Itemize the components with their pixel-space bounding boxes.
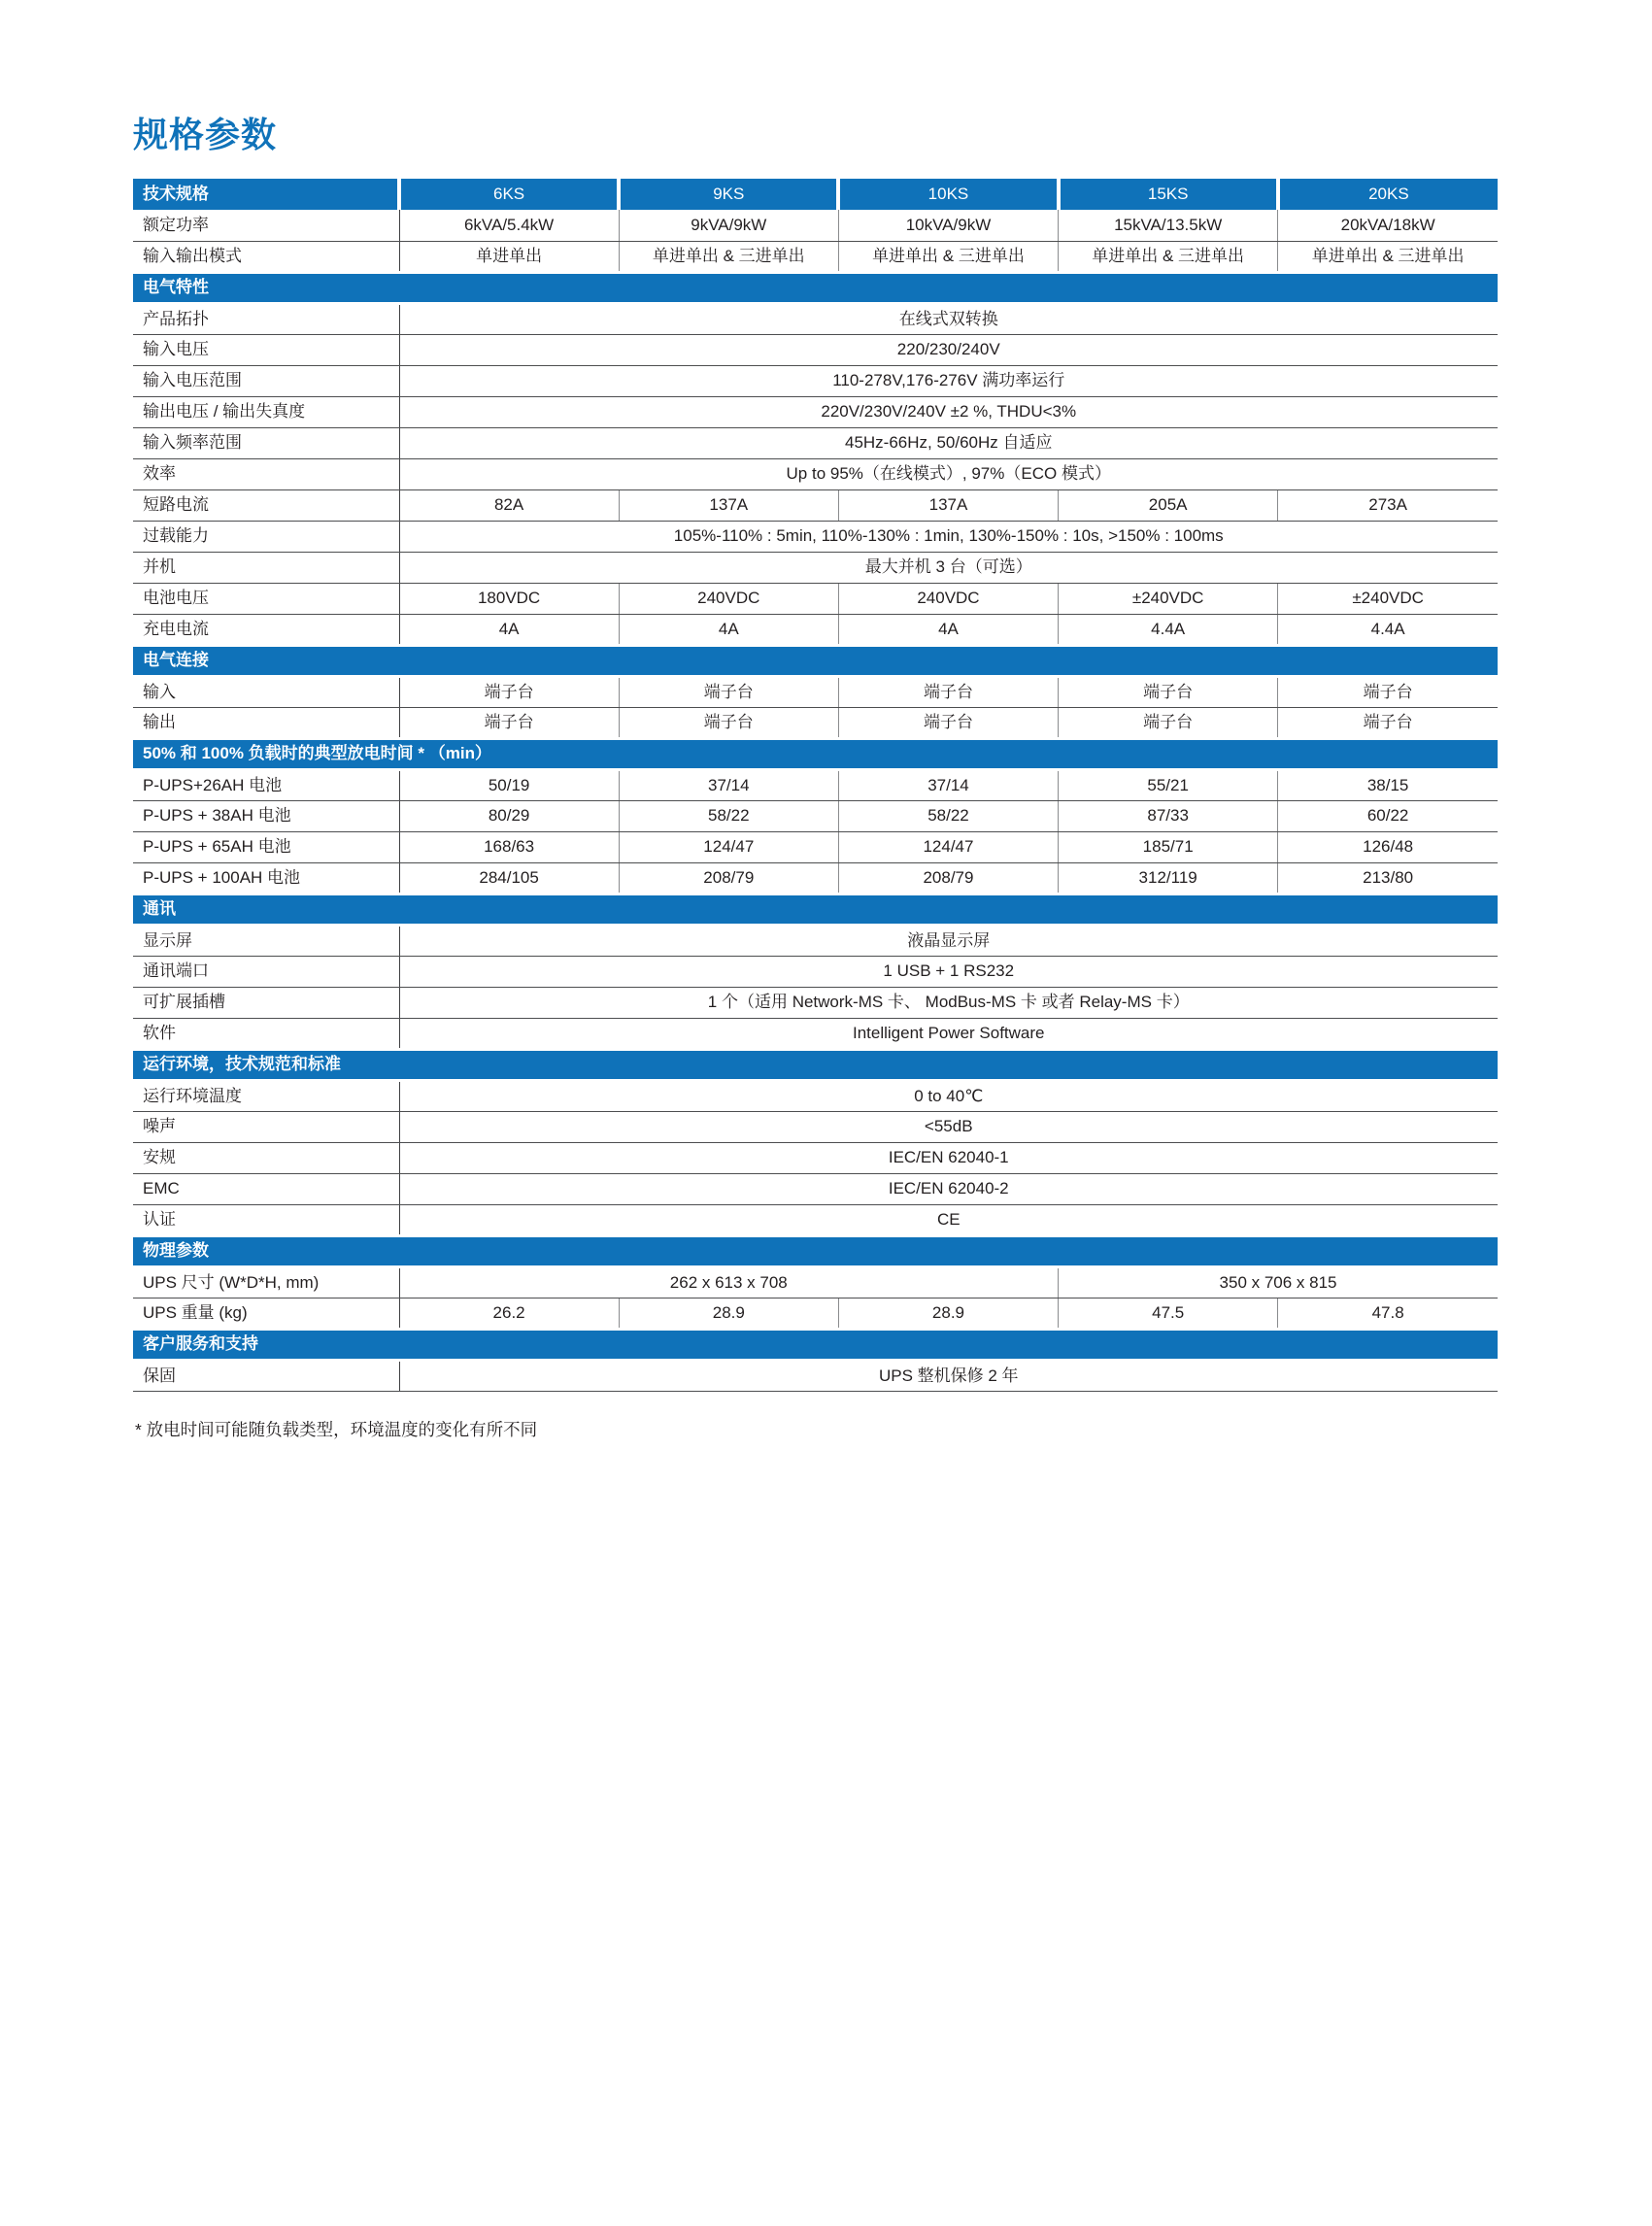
spec-value: 208/79	[838, 862, 1058, 894]
row-label: 认证	[133, 1204, 399, 1235]
section-title: 物理参数	[133, 1235, 1498, 1266]
row-label: 可扩展插槽	[133, 987, 399, 1018]
spec-row	[133, 210, 1498, 241]
spec-row	[133, 521, 1498, 552]
spec-value: 185/71	[1059, 831, 1278, 862]
spec-value: 47.8	[1278, 1298, 1498, 1329]
spec-row	[133, 427, 1498, 458]
row-label: 运行环境温度	[133, 1080, 399, 1111]
spec-value: 端子台	[1278, 707, 1498, 738]
spec-value: ±240VDC	[1278, 583, 1498, 614]
section-header-row	[133, 1235, 1498, 1266]
row-label: 输入输出模式	[133, 241, 399, 272]
row-label: EMC	[133, 1173, 399, 1204]
row-label: 短路电流	[133, 489, 399, 521]
spec-value: 4.4A	[1278, 614, 1498, 645]
row-label: 软件	[133, 1018, 399, 1049]
page-title: 规格参数	[133, 115, 278, 154]
spec-row	[133, 303, 1498, 334]
spec-value-merged: 220V/230V/240V ±2 %, THDU<3%	[399, 396, 1498, 427]
spec-value: 284/105	[399, 862, 619, 894]
footnote: * 放电时间可能随负载类型，环境温度的变化有所不同	[135, 1419, 538, 1439]
spec-row	[133, 396, 1498, 427]
spec-row	[133, 800, 1498, 831]
row-label: 电池电压	[133, 583, 399, 614]
section-title: 电气连接	[133, 645, 1498, 676]
spec-row	[133, 676, 1498, 707]
spec-value-merged: 在线式双转换	[399, 303, 1498, 334]
row-label: 输入	[133, 676, 399, 707]
spec-value: 168/63	[399, 831, 619, 862]
spec-row	[133, 1204, 1498, 1235]
spec-value: 50/19	[399, 769, 619, 800]
spec-value: 37/14	[838, 769, 1058, 800]
spec-value: 58/22	[619, 800, 838, 831]
model-header-label: 技术规格	[133, 179, 399, 210]
row-label: 安规	[133, 1142, 399, 1173]
spec-value: 124/47	[619, 831, 838, 862]
spec-value: 208/79	[619, 862, 838, 894]
row-label: P-UPS+26AH 电池	[133, 769, 399, 800]
spec-value-merged: 1 USB + 1 RS232	[399, 956, 1498, 987]
spec-value: 端子台	[619, 707, 838, 738]
spec-value: 180VDC	[399, 583, 619, 614]
row-label: 噪声	[133, 1111, 399, 1142]
spec-value: 240VDC	[619, 583, 838, 614]
spec-value: 213/80	[1278, 862, 1498, 894]
spec-row	[133, 1111, 1498, 1142]
spec-value: 124/47	[838, 831, 1058, 862]
section-title: 通讯	[133, 894, 1498, 925]
spec-value: 55/21	[1059, 769, 1278, 800]
spec-table-body	[133, 179, 1498, 1391]
spec-value: 9kVA/9kW	[619, 210, 838, 241]
spec-value-merged: Intelligent Power Software	[399, 1018, 1498, 1049]
spec-value-merged: CE	[399, 1204, 1498, 1235]
spec-value: 4A	[399, 614, 619, 645]
spec-row	[133, 831, 1498, 862]
spec-value-merged: IEC/EN 62040-1	[399, 1142, 1498, 1173]
spec-value: 80/29	[399, 800, 619, 831]
row-label: 输入频率范围	[133, 427, 399, 458]
spec-value-span: 350 x 706 x 815	[1059, 1266, 1498, 1298]
model-header-cell: 6KS	[399, 179, 619, 210]
spec-row	[133, 1360, 1498, 1391]
model-header-cell: 9KS	[619, 179, 838, 210]
row-label: 额定功率	[133, 210, 399, 241]
spec-value: 单进单出	[399, 241, 619, 272]
row-label: P-UPS + 65AH 电池	[133, 831, 399, 862]
spec-value: 126/48	[1278, 831, 1498, 862]
spec-value-merged: <55dB	[399, 1111, 1498, 1142]
spec-row	[133, 1080, 1498, 1111]
spec-value: 47.5	[1059, 1298, 1278, 1329]
model-header-cell: 15KS	[1059, 179, 1278, 210]
section-header-row	[133, 1049, 1498, 1080]
spec-row	[133, 241, 1498, 272]
spec-value: 20kVA/18kW	[1278, 210, 1498, 241]
spec-value: 端子台	[838, 676, 1058, 707]
section-header-row	[133, 272, 1498, 303]
spec-value: 单进单出 & 三进单出	[1278, 241, 1498, 272]
spec-value: 38/15	[1278, 769, 1498, 800]
spec-value: 单进单出 & 三进单出	[838, 241, 1058, 272]
row-label: 输入电压	[133, 334, 399, 365]
row-label: P-UPS + 38AH 电池	[133, 800, 399, 831]
section-header-row	[133, 645, 1498, 676]
row-label: 显示屏	[133, 925, 399, 956]
spec-value: 6kVA/5.4kW	[399, 210, 619, 241]
spec-value-merged: 0 to 40℃	[399, 1080, 1498, 1111]
row-label: 产品拓扑	[133, 303, 399, 334]
row-label: 保固	[133, 1360, 399, 1391]
spec-value: 4A	[838, 614, 1058, 645]
spec-value-merged: 220/230/240V	[399, 334, 1498, 365]
spec-value: 端子台	[1278, 676, 1498, 707]
spec-row	[133, 1266, 1498, 1298]
spec-value-merged: UPS 整机保修 2 年	[399, 1360, 1498, 1391]
spec-value: 26.2	[399, 1298, 619, 1329]
spec-value: 60/22	[1278, 800, 1498, 831]
spec-row	[133, 925, 1498, 956]
spec-row	[133, 334, 1498, 365]
spec-value-span: 262 x 613 x 708	[399, 1266, 1059, 1298]
spec-value: 单进单出 & 三进单出	[619, 241, 838, 272]
spec-value: 端子台	[1059, 707, 1278, 738]
row-label: P-UPS + 100AH 电池	[133, 862, 399, 894]
spec-value-merged: 105%-110% : 5min, 110%-130% : 1min, 130%-150% : 10s, >150% : 100ms	[399, 521, 1498, 552]
row-label: 输入电压范围	[133, 365, 399, 396]
spec-value: 15kVA/13.5kW	[1059, 210, 1278, 241]
spec-row	[133, 365, 1498, 396]
spec-value: 端子台	[399, 707, 619, 738]
row-label: UPS 尺寸 (W*D*H, mm)	[133, 1266, 399, 1298]
spec-value-merged: 45Hz-66Hz, 50/60Hz 自适应	[399, 427, 1498, 458]
spec-row	[133, 583, 1498, 614]
spec-value: 28.9	[619, 1298, 838, 1329]
section-title: 50% 和 100% 负载时的典型放电时间 * （min）	[133, 738, 1498, 769]
spec-value: 端子台	[399, 676, 619, 707]
spec-row	[133, 614, 1498, 645]
spec-row	[133, 987, 1498, 1018]
spec-row	[133, 458, 1498, 489]
spec-value: 205A	[1059, 489, 1278, 521]
spec-value: 240VDC	[838, 583, 1058, 614]
model-header-row	[133, 179, 1498, 210]
row-label: 效率	[133, 458, 399, 489]
spec-row	[133, 707, 1498, 738]
spec-value-merged: IEC/EN 62040-2	[399, 1173, 1498, 1204]
spec-value-merged: 110-278V,176-276V 满功率运行	[399, 365, 1498, 396]
spec-value: 4.4A	[1059, 614, 1278, 645]
spec-row	[133, 1018, 1498, 1049]
spec-table	[133, 179, 1498, 1392]
spec-value: 273A	[1278, 489, 1498, 521]
spec-row	[133, 956, 1498, 987]
spec-row	[133, 1298, 1498, 1329]
spec-value: 端子台	[838, 707, 1058, 738]
spec-value: 37/14	[619, 769, 838, 800]
spec-value-merged: 最大并机 3 台（可选）	[399, 552, 1498, 583]
spec-value-merged: 液晶显示屏	[399, 925, 1498, 956]
section-title: 客户服务和支持	[133, 1329, 1498, 1360]
row-label: 输出电压 / 输出失真度	[133, 396, 399, 427]
row-label: 通讯端口	[133, 956, 399, 987]
spec-value: 4A	[619, 614, 838, 645]
spec-value: 58/22	[838, 800, 1058, 831]
row-label: 充电电流	[133, 614, 399, 645]
row-label: 过载能力	[133, 521, 399, 552]
spec-value: 312/119	[1059, 862, 1278, 894]
row-label: 并机	[133, 552, 399, 583]
row-label: 输出	[133, 707, 399, 738]
spec-row	[133, 489, 1498, 521]
spec-value-merged: 1 个（适用 Network-MS 卡、 ModBus-MS 卡 或者 Relay-MS 卡）	[399, 987, 1498, 1018]
spec-value: 137A	[619, 489, 838, 521]
section-title: 电气特性	[133, 272, 1498, 303]
spec-value: 137A	[838, 489, 1058, 521]
spec-value: 端子台	[1059, 676, 1278, 707]
spec-value: 单进单出 & 三进单出	[1059, 241, 1278, 272]
spec-value: ±240VDC	[1059, 583, 1278, 614]
spec-row	[133, 1142, 1498, 1173]
section-title: 运行环境，技术规范和标准	[133, 1049, 1498, 1080]
spec-value: 28.9	[838, 1298, 1058, 1329]
model-header-cell: 10KS	[838, 179, 1058, 210]
spec-row	[133, 862, 1498, 894]
section-header-row	[133, 1329, 1498, 1360]
row-label: UPS 重量 (kg)	[133, 1298, 399, 1329]
spec-value-merged: Up to 95%（在线模式）, 97%（ECO 模式）	[399, 458, 1498, 489]
spec-value: 端子台	[619, 676, 838, 707]
spec-row	[133, 769, 1498, 800]
spec-value: 82A	[399, 489, 619, 521]
spec-row	[133, 1173, 1498, 1204]
spec-value: 10kVA/9kW	[838, 210, 1058, 241]
spec-row	[133, 552, 1498, 583]
section-header-row	[133, 738, 1498, 769]
spec-value: 87/33	[1059, 800, 1278, 831]
model-header-cell: 20KS	[1278, 179, 1498, 210]
section-header-row	[133, 894, 1498, 925]
